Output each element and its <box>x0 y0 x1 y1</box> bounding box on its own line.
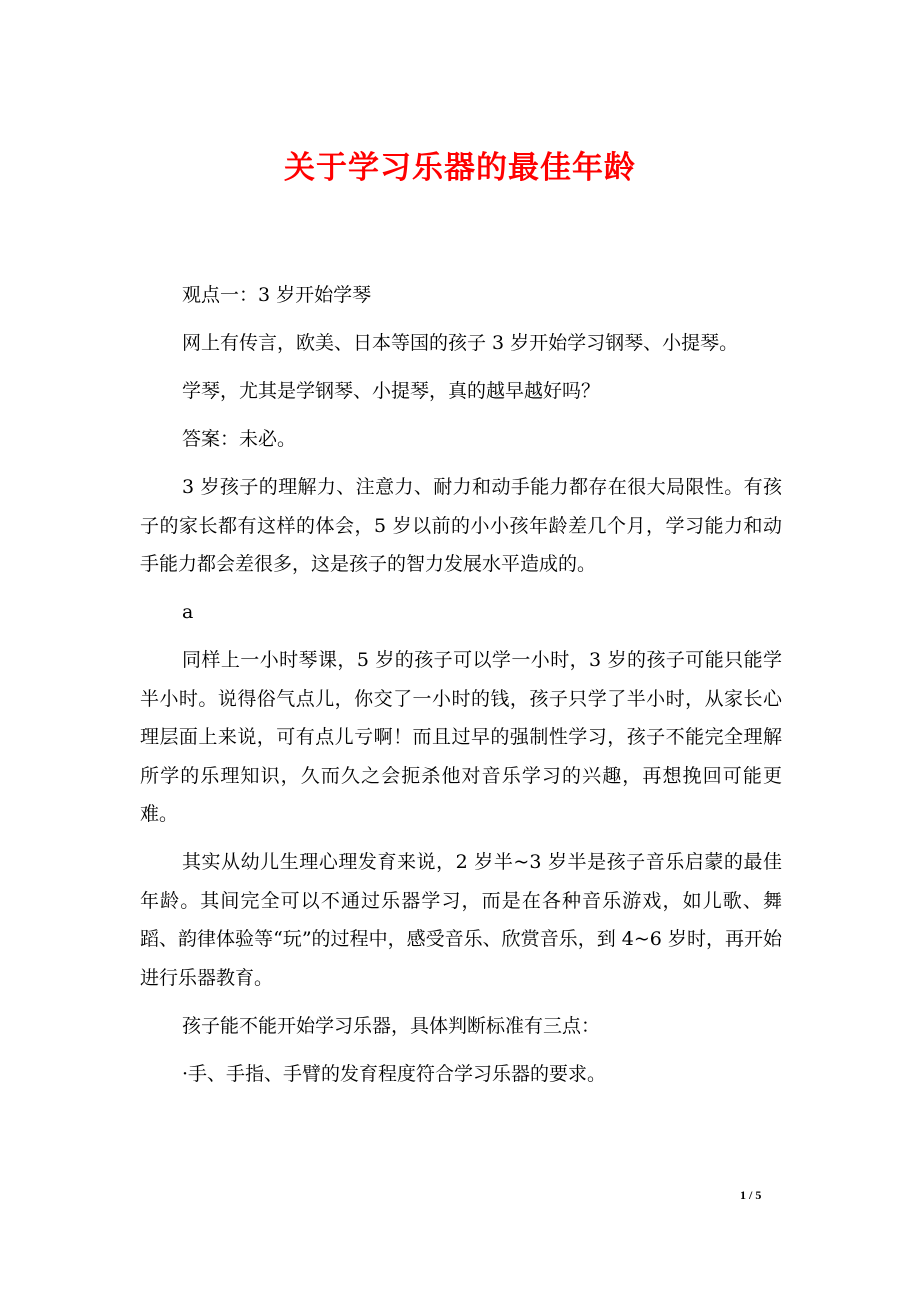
paragraph: 观点一：3 岁开始学琴 <box>182 284 372 306</box>
page-indicator: 1 / 5 <box>740 1188 762 1202</box>
paragraph: 3 岁孩子的理解力、注意力、耐力和动手能力都存在很大局限性。有孩子的家长都有这样的体会，5 岁以前的小小孩年龄差几个月，学习能力和动手能力都会差很多，这是孩子的智力发展水平造成的。 <box>140 476 782 575</box>
paragraph: 网上有传言，欧美、日本等国的孩子 3 岁开始学习钢琴、小提琴。 <box>182 332 739 354</box>
paragraph: ·手、手指、手臂的发育程度符合学习乐器的要求。 <box>182 1062 607 1085</box>
paragraph: 学琴，尤其是学钢琴、小提琴，真的越早越好吗？ <box>182 380 601 402</box>
document-body <box>140 276 782 1103</box>
paragraph: 同样上一小时琴课，5 岁的孩子可以学一小时，3 岁的孩子可能只能学半小时。说得俗气点儿，你交了一小时的钱，孩子只学了半小时，从家长心理层面上来说，可有点儿亏啊！而且过早的强制性学习，孩子不能完全理解所学的乐理知识，久而久之会扼杀他对音乐学习的兴趣，再想挽回可能更难。 <box>140 649 782 825</box>
paragraph: 孩子能不能开始学习乐器，具体判断标准有三点： <box>182 1014 601 1037</box>
paragraph: 答案：未必。 <box>182 428 297 450</box>
paragraph: 其实从幼儿生理心理发育来说，2 岁半~3 岁半是孩子音乐启蒙的最佳年龄。其间完全可以不通过乐器学习，而是在各种音乐游戏，如儿歌、舞蹈、韵律体验等“玩”的过程中，感受音乐、欣赏音乐，到 4~6 岁时，再开始进行乐器教育。 <box>140 851 782 989</box>
document-title: 关于学习乐器的最佳年龄 <box>284 150 636 186</box>
paragraph: a <box>182 601 194 623</box>
